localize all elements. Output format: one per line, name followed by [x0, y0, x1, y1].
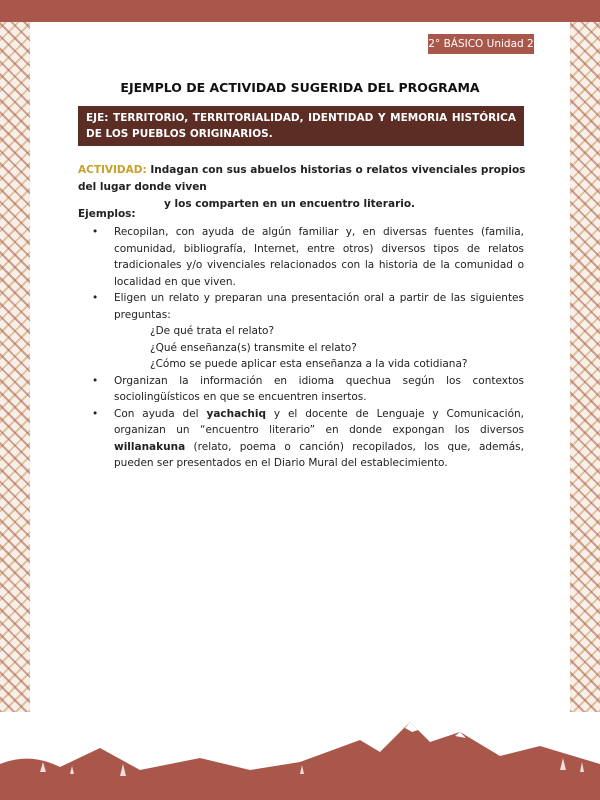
question-item: ¿De qué trata el relato?: [150, 325, 275, 337]
list-item-text-p2: y el docente de Lenguaje y Comunicación, organizan un “encuentro literario” en donde expongan los diversos: [114, 407, 524, 436]
yachachiq-term: yachachiq: [206, 407, 266, 420]
list-item: [78, 224, 524, 290]
unit-badge: 2° BÁSICO Unidad 2: [428, 34, 534, 54]
eje-box: EJE: TERRITORIO, TERRITORIALIDAD, IDENTIDAD Y MEMORIA HISTÓRICA DE LOS PUEBLOS ORIGINARIOS.: [78, 106, 524, 146]
question-item: ¿Cómo se puede aplicar esta enseñanza a la vida cotidiana?: [150, 358, 468, 370]
list-item-text-p3: (relato, poema o canción) recopilados, los que, además, pueden ser presentados en el Diario Mural del establecimiento.: [114, 440, 524, 469]
bullet-icon: •: [92, 292, 99, 304]
page-title: EJEMPLO DE ACTIVIDAD SUGERIDA DEL PROGRAMA: [120, 80, 480, 95]
actividad-block: [78, 162, 528, 213]
question-item: ¿Qué enseñanza(s) transmite el relato?: [150, 341, 357, 354]
actividad-text-line1: Indagan con sus abuelos historias o relatos vivenciales propios del lugar donde viven: [78, 164, 526, 193]
actividad-text-line2: y los comparten en un encuentro literario.: [164, 198, 416, 210]
bullet-icon: •: [92, 374, 99, 387]
left-pattern-border: [0, 22, 30, 712]
list-item-text: Organizan la información en idioma quechua según los contextos sociolingüísticos en que se encuentren insertos.: [114, 374, 524, 403]
bullet-icon: •: [92, 226, 99, 238]
list-item: [78, 373, 524, 406]
bullet-icon: •: [92, 407, 99, 420]
ejemplos-list: [78, 224, 524, 472]
list-item-text-p1: Con ayuda del: [114, 407, 207, 420]
willanakuna-term: willanakuna: [114, 440, 186, 453]
list-item-text: Eligen un relato y preparan una presentación oral a partir de las siguientes preguntas:: [114, 292, 524, 321]
list-item-text: Recopilan, con ayuda de algún familiar y, en diversas fuentes (familia, comunidad, bibliografía, Internet, entre otros) diversos tipos de relatos tradicionales y/o vivenciales relacionados con la historia de la comunidad o localidad en que viven.: [114, 226, 524, 288]
bottom-illustration: [0, 712, 600, 800]
bottom-mountains: [0, 722, 600, 800]
right-pattern-border: [570, 22, 600, 712]
top-band: [0, 0, 600, 22]
list-item: [78, 290, 524, 373]
ejemplos-label: Ejemplos:: [78, 208, 136, 220]
list-item: [78, 406, 524, 472]
actividad-label: ACTIVIDAD:: [78, 164, 147, 176]
